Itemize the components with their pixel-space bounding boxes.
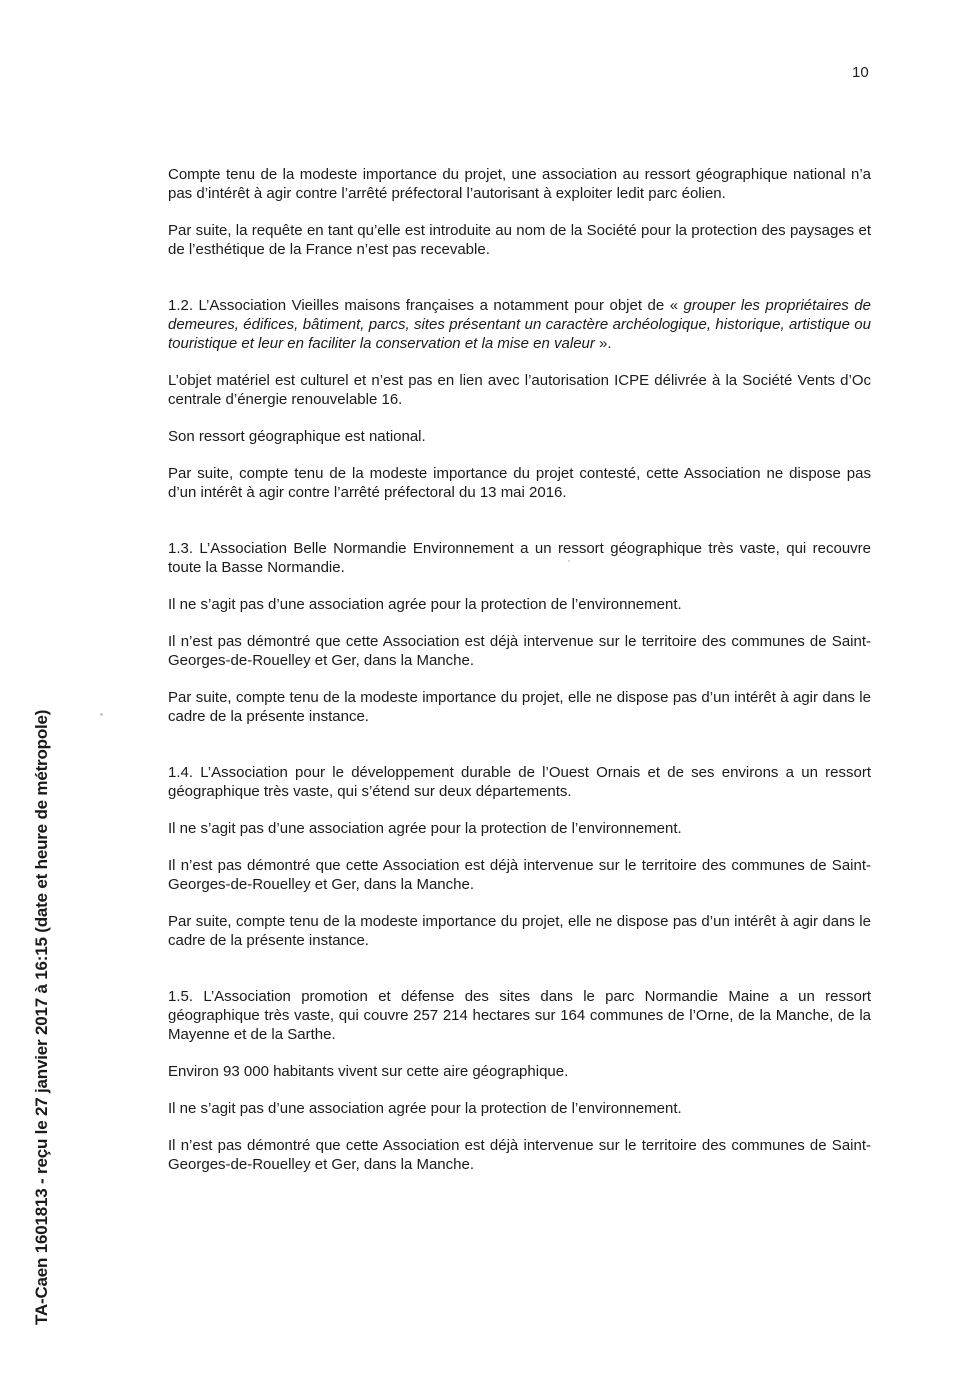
scan-speck	[100, 713, 103, 716]
paragraph: Par suite, compte tenu de la modeste importance du projet contesté, cette Association ne dispose pas d’un intérêt à agir contre l’arrêté préfectoral du 13 mai 2016.	[168, 465, 871, 501]
paragraph: Son ressort géographique est national.	[168, 428, 426, 445]
paragraph: Il ne s’agit pas d’une association agrée pour la protection de l’environnement.	[168, 596, 682, 613]
paragraph-section-1-4: 1.4. L’Association pour le développement durable de l’Ouest Ornais et de ses environs a un ressort géographique très vaste, qui s’étend sur deux départements.	[168, 764, 871, 800]
paragraph: Il n’est pas démontré que cette Association est déjà intervenue sur le territoire des communes de Saint-Georges-de-Rouelley et Ger, dans la Manche.	[168, 857, 871, 893]
document-body	[168, 165, 871, 1174]
paragraph: L’objet matériel est culturel et n’est pas en lien avec l’autorisation ICPE délivrée à la Société Vents d’Oc centrale d’énergie renouvelable 16.	[168, 372, 871, 408]
paragraph: Environ 93 000 habitants vivent sur cette aire géographique.	[168, 1063, 569, 1080]
paragraph-section-1-5: 1.5. L’Association promotion et défense des sites dans le parc Normandie Maine a un ressort géographique très vaste, qui couvre 257 214 hectares sur 164 communes de l’Orne, de la Manche, de la Mayenne et de la Sarthe.	[168, 988, 871, 1043]
paragraph: Par suite, compte tenu de la modeste importance du projet, elle ne dispose pas d’un intérêt à agir dans le cadre de la présente instance.	[168, 913, 871, 949]
page-number: 10	[852, 64, 869, 81]
paragraph: Il n’est pas démontré que cette Association est déjà intervenue sur le territoire des communes de Saint-Georges-de-Rouelley et Ger, dans la Manche.	[168, 633, 871, 669]
paragraph-section-1-3: 1.3. L’Association Belle Normandie Environnement a un ressort géographique très vaste, qui recouvre toute la Basse Normandie.	[168, 540, 871, 576]
paragraph: Par suite, compte tenu de la modeste importance du projet, elle ne dispose pas d’un intérêt à agir dans le cadre de la présente instance.	[168, 689, 871, 725]
margin-stamp: TA-Caen 1601813 - reçu le 27 janvier 2017 à 16:15 (date et heure de métropole)	[32, 709, 51, 1325]
paragraph: Il ne s’agit pas d’une association agrée pour la protection de l’environnement.	[168, 820, 682, 837]
paragraph: Il n’est pas démontré que cette Association est déjà intervenue sur le territoire des communes de Saint-Georges-de-Rouelley et Ger, dans la Manche.	[168, 1137, 871, 1173]
paragraph: Il ne s’agit pas d’une association agrée pour la protection de l’environnement.	[168, 1100, 682, 1117]
paragraph: Compte tenu de la modeste importance du projet, une association au ressort géographique national n’a pas d’intérêt à agir contre l’arrêté préfectoral l’autorisant à exploiter ledit parc éolien.	[168, 166, 871, 202]
paragraph: Par suite, la requête en tant qu’elle est introduite au nom de la Société pour la protection des paysages et de l’esthétique de la France n’est pas recevable.	[168, 222, 871, 258]
paragraph-section-1-2: 1.2. L’Association Vieilles maisons françaises a notamment pour objet de « grouper les propriétaires de demeures, édifices, bâtiment, parcs, sites présentant un caractère archéologique, historique, artistique ou touristique et leur en faciliter la conservation et la mise en valeur ».	[168, 297, 871, 352]
